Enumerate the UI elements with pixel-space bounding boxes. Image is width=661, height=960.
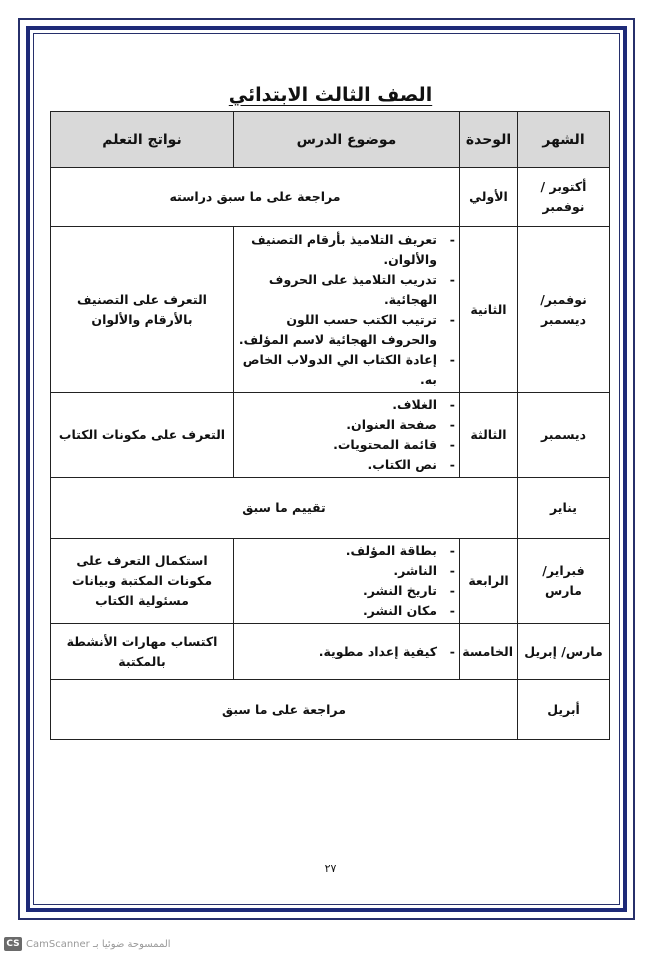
table-row [51,539,610,624]
month-cell: ديسمبر [518,393,610,478]
scanner-text: CamScanner الممسوحة ضوئيا بـ [26,938,171,950]
outcome-cell: اكتساب مهارات الأنشطة بالمكتبة [51,624,234,680]
topic-item: - مكان النشر. [238,601,441,621]
unit-cell: الخامسة [460,624,518,680]
unit-cell: الثانية [460,227,518,393]
merged-cell: تقييم ما سبق [51,478,518,539]
page-number: ٢٧ [324,862,337,875]
curriculum-table [50,111,610,740]
unit-cell: الرابعة [460,539,518,624]
topic-item: - الغلاف. [238,395,441,415]
page-title: الصف الثالث الابتدائي [228,84,433,106]
topic-item: - تدريب التلاميذ على الحروف الهجائية. [238,270,441,310]
topic-item: - إعادة الكتاب الي الدولاب الخاص به. [238,350,441,390]
month-cell: أبريل [518,680,610,740]
month-cell: مارس/ إبريل [518,624,610,680]
month-cell: أكتوبر / نوفمبر [518,168,610,227]
outcome-cell: التعرف على مكونات الكتاب [51,393,234,478]
month-cell: فبراير/ مارس [518,539,610,624]
unit-cell: الثالثة [460,393,518,478]
header-month: الشهر [518,112,610,168]
table-row [51,624,610,680]
topic-cell [234,539,460,624]
month-cell: نوفمبر/ ديسمبر [518,227,610,393]
topic-item: - قائمة المحتويات. [238,435,441,455]
topic-item: - بطاقة المؤلف. [238,541,441,561]
table-row [51,393,610,478]
table-header-row [51,112,610,168]
unit-cell: الأولي [460,168,518,227]
topic-item: - تاريخ النشر. [238,581,441,601]
topic-cell [234,227,460,393]
topic-item: - كيفية إعداد مطوية. [238,642,441,662]
outcome-cell: التعرف على التصنيف بالأرقام والألوان [51,227,234,393]
table-row [51,478,610,539]
table-row [51,680,610,740]
table-row [51,168,610,227]
header-outcomes: نواتج التعلم [51,112,234,168]
topic-item: - الناشر. [238,561,441,581]
outcome-cell: استكمال التعرف على مكونات المكتبة وبيانات مسئولية الكتاب [51,539,234,624]
topic-item: - صفحة العنوان. [238,415,441,435]
topic-cell [234,393,460,478]
topic-item: - نص الكتاب. [238,455,441,475]
month-cell: يناير [518,478,610,539]
topic-item: - ترتيب الكتب حسب اللون والحروف الهجائية لاسم المؤلف. [238,310,441,350]
merged-cell: مراجعة على ما سبق [51,680,518,740]
camscanner-logo-icon: CS [4,937,22,951]
topic-item: - تعريف التلاميذ بأرقام التصنيف والألوان. [238,230,441,270]
scanner-watermark [4,936,171,952]
topic-cell [234,624,460,680]
header-unit: الوحدة [460,112,518,168]
header-topic: موضوع الدرس [234,112,460,168]
merged-cell: مراجعة على ما سبق دراسته [51,168,460,227]
table-row [51,227,610,393]
